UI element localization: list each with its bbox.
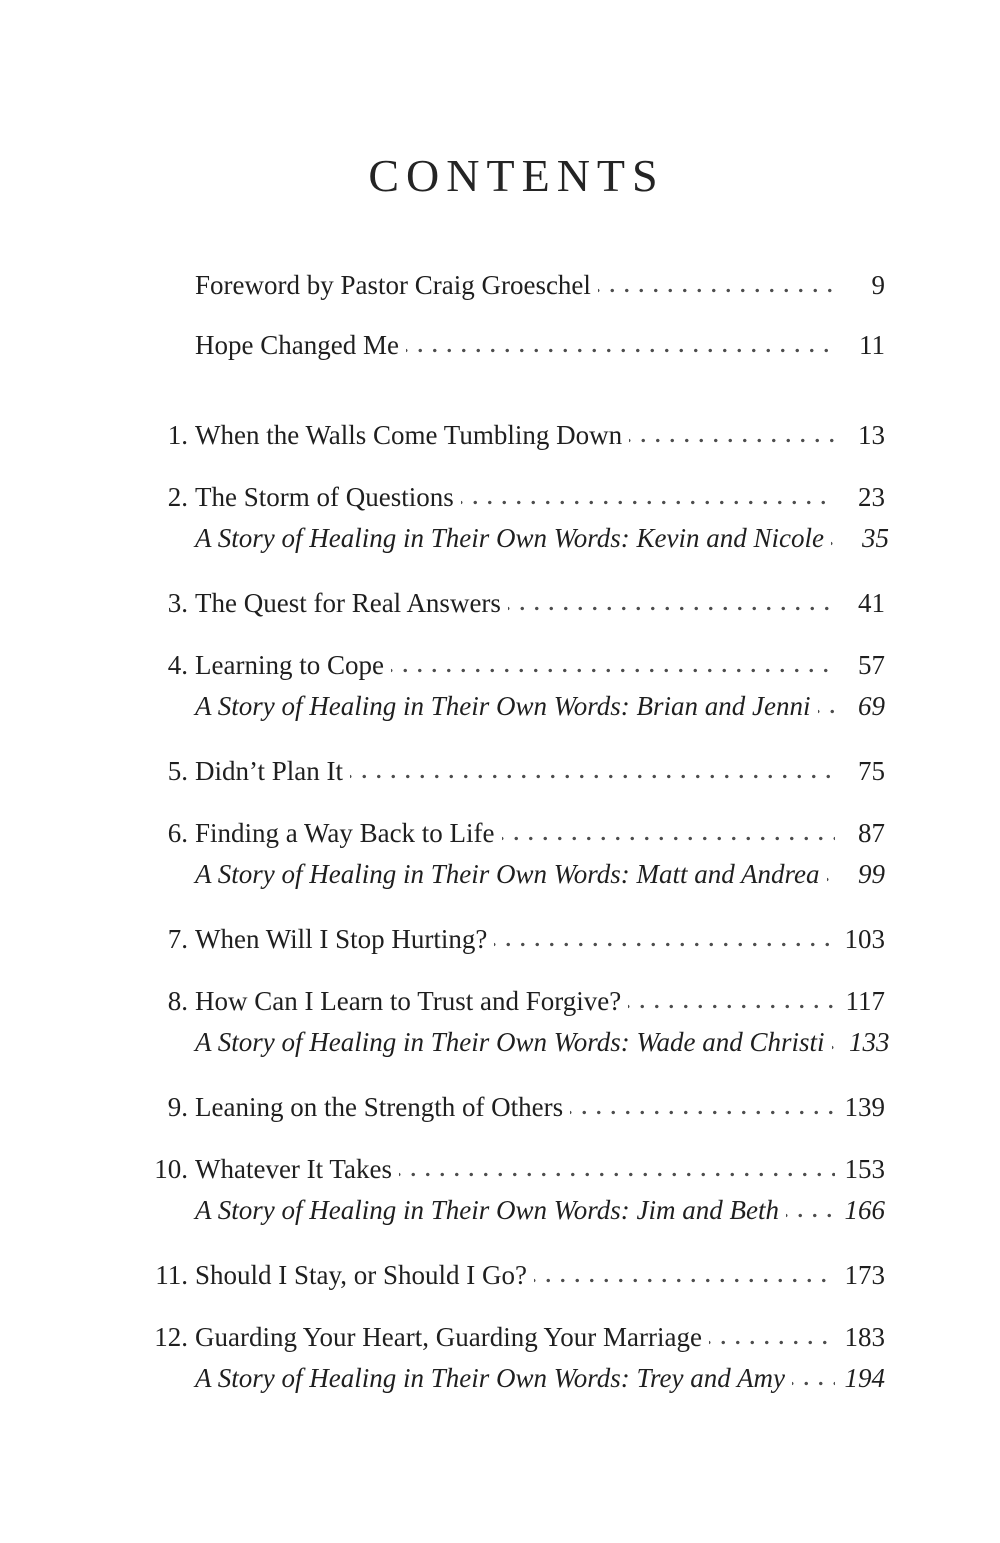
- dot-leader: [709, 1322, 835, 1352]
- entry-page-number: 57: [858, 650, 885, 680]
- toc-entry-chapter: [148, 1092, 885, 1122]
- entry-number: 12.: [154, 1322, 188, 1352]
- entry-page-number: 173: [844, 1260, 885, 1290]
- toc-entry-chapter: [148, 420, 885, 450]
- table-of-contents: [148, 270, 890, 1393]
- toc-entry-chapter: [148, 1260, 885, 1290]
- entry-title: A Story of Healing in Their Own Words: Kevin and Nicole: [195, 523, 824, 553]
- entry-number: 11.: [155, 1260, 188, 1290]
- dot-leader: [818, 691, 836, 721]
- dot-leader: [598, 270, 835, 300]
- toc-entry-front-matter: [148, 330, 885, 360]
- toc-entry-chapter: [148, 756, 885, 786]
- entry-page-number: 35: [861, 523, 889, 553]
- toc-entry-chapter: [148, 818, 885, 848]
- entry-title: A Story of Healing in Their Own Words: Jim and Beth: [195, 1195, 779, 1225]
- dot-leader: [508, 588, 835, 618]
- toc-entry-story: [148, 523, 889, 553]
- entry-title: Hope Changed Me: [195, 330, 399, 360]
- entry-page-number: 133: [849, 1027, 890, 1057]
- dot-leader: [399, 1154, 835, 1184]
- entry-number: 10.: [154, 1154, 188, 1184]
- toc-entry-chapter: [148, 924, 885, 954]
- toc-entry-story: [148, 691, 885, 721]
- entry-title: When the Walls Come Tumbling Down: [195, 420, 623, 450]
- entry-page-number: 117: [845, 986, 885, 1016]
- toc-entry-story: [148, 1363, 885, 1393]
- entry-page-number: 13: [858, 420, 885, 450]
- toc-entry-story: [148, 859, 885, 889]
- entry-page-number: 166: [844, 1195, 885, 1225]
- toc-entry-chapter: [148, 1322, 885, 1352]
- entry-title: A Story of Healing in Their Own Words: Matt and Andrea: [195, 859, 820, 889]
- entry-title: A Story of Healing in Their Own Words: Trey and Amy: [195, 1363, 786, 1393]
- dot-leader: [534, 1260, 835, 1290]
- entry-number: 3.: [167, 588, 188, 618]
- entry-page-number: 23: [858, 482, 885, 512]
- entry-page-number: 9: [871, 270, 885, 300]
- entry-title: Foreword by Pastor Craig Groeschel: [195, 270, 591, 300]
- entry-title: The Quest for Real Answers: [195, 588, 501, 618]
- dot-leader: [831, 523, 839, 553]
- dot-leader: [629, 420, 835, 450]
- entry-page-number: 11: [859, 330, 885, 360]
- entry-title: Guarding Your Heart, Guarding Your Marriage: [195, 1322, 702, 1352]
- entry-title: A Story of Healing in Their Own Words: Wade and Christi: [195, 1027, 825, 1057]
- entry-page-number: 99: [858, 859, 885, 889]
- entry-title: Learning to Cope: [195, 650, 384, 680]
- entry-number: 7.: [167, 924, 188, 954]
- dot-leader: [350, 756, 835, 786]
- dot-leader: [494, 924, 835, 954]
- dot-leader: [406, 330, 835, 360]
- dot-leader: [792, 1363, 835, 1393]
- entry-page-number: 87: [858, 818, 885, 848]
- entry-title: When Will I Stop Hurting?: [195, 924, 488, 954]
- toc-entry-chapter: [148, 986, 885, 1016]
- entry-number: 6.: [167, 818, 188, 848]
- toc-entry-chapter: [148, 1154, 885, 1184]
- dot-leader: [786, 1195, 835, 1225]
- page-title: CONTENTS: [368, 150, 665, 201]
- entry-number: 2.: [167, 482, 188, 512]
- entry-number: 1.: [167, 420, 188, 450]
- entry-number: 9.: [167, 1092, 188, 1122]
- entry-page-number: 139: [844, 1092, 885, 1122]
- dot-leader: [628, 986, 835, 1016]
- toc-entry-story: [148, 1195, 885, 1225]
- dot-leader: [391, 650, 835, 680]
- dot-leader: [832, 1027, 840, 1057]
- toc-entry-chapter: [148, 482, 885, 512]
- entry-title: A Story of Healing in Their Own Words: Brian and Jenni: [195, 691, 811, 721]
- entry-page-number: 75: [858, 756, 885, 786]
- toc-entry-chapter: [148, 650, 885, 680]
- entry-title: Finding a Way Back to Life: [195, 818, 495, 848]
- entry-page-number: 153: [844, 1154, 885, 1184]
- dot-leader: [827, 859, 835, 889]
- entry-title: Leaning on the Strength of Others: [195, 1092, 564, 1122]
- entry-page-number: 194: [844, 1363, 885, 1393]
- entry-number: 8.: [167, 986, 188, 1016]
- entry-title: How Can I Learn to Trust and Forgive?: [195, 986, 622, 1016]
- entry-number: 4.: [167, 650, 188, 680]
- entry-number: 5.: [167, 756, 188, 786]
- dot-leader: [461, 482, 835, 512]
- entry-title: The Storm of Questions: [195, 482, 454, 512]
- entry-page-number: 69: [858, 691, 885, 721]
- toc-entry-front-matter: [148, 270, 885, 300]
- entry-title: Whatever It Takes: [195, 1154, 393, 1184]
- entry-title: Didn’t Plan It: [195, 756, 343, 786]
- toc-entry-chapter: [148, 588, 885, 618]
- dot-leader: [570, 1092, 835, 1122]
- entry-page-number: 103: [844, 924, 885, 954]
- entry-title: Should I Stay, or Should I Go?: [195, 1260, 527, 1290]
- toc-entry-story: [148, 1027, 890, 1057]
- entry-page-number: 183: [844, 1322, 885, 1352]
- dot-leader: [502, 818, 835, 848]
- entry-page-number: 41: [858, 588, 885, 618]
